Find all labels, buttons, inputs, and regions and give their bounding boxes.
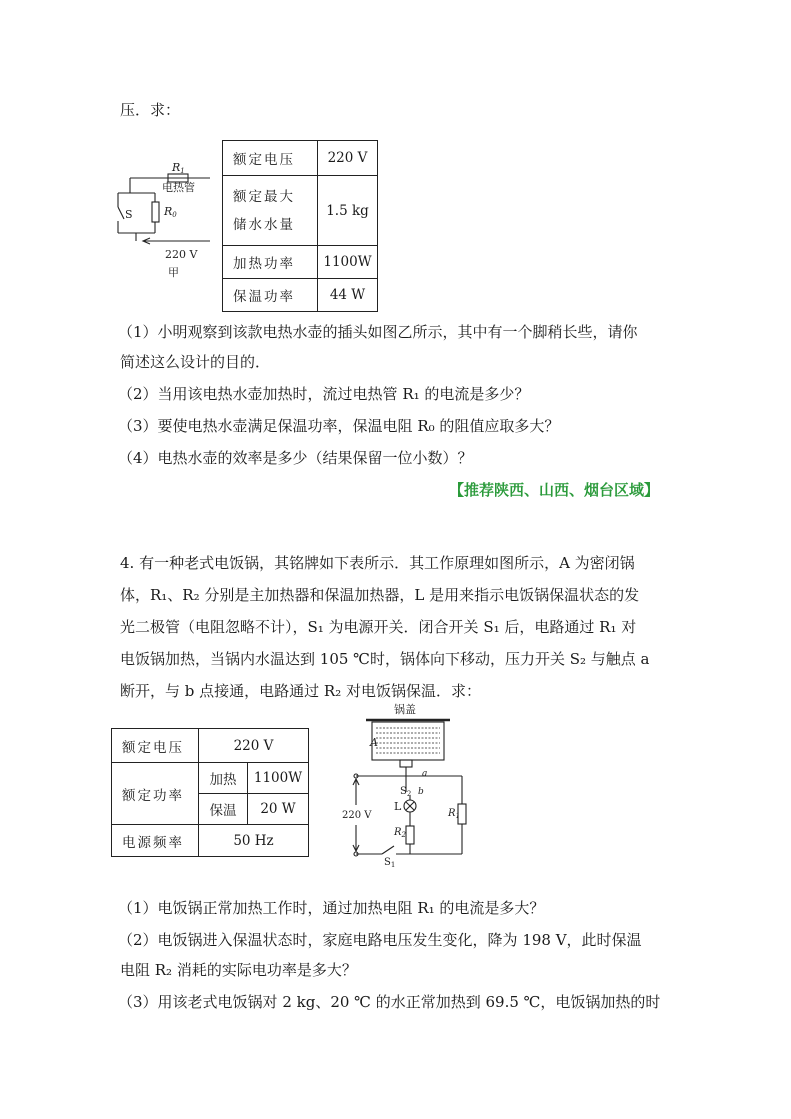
p4-text-line-3: 光二极管（电阻忽略不计），S₁ 为电源开关．闭合开关 S₁ 后，电路通过 R₁ 对 [120, 618, 637, 636]
p4-voltage-label: 220 V [342, 810, 372, 821]
p4-rated-voltage-value: 220 V [199, 729, 309, 763]
kettle-circuit-diagram [110, 155, 218, 290]
lamp-label: L [394, 800, 402, 813]
p4-rated-power-label: 额定功率 [112, 763, 199, 825]
p4-text-line-4: 电饭锅加热，当锅内水温达到 105 ℃时，锅体向下移动，压力开关 S₂ 与触点 a [120, 650, 650, 668]
p4-question-1: （1）电饭锅正常加热工作时，通过加热电阻 R₁ 的电流是多大？ [118, 899, 545, 917]
recommend-region-tag: 【推荐陕西、山西、烟台区域】 [449, 481, 660, 499]
p4-keepwarm-value: 20 W [248, 794, 309, 825]
max-water-label: 额定最大 储水水量 [223, 176, 318, 246]
p3-question-2: （2）当用该电热水壶加热时，流过电热管 R₁ 的电流是多少？ [118, 385, 530, 403]
p4-heating-label: 加热 [199, 763, 248, 794]
p4-freq-label: 电源频率 [112, 825, 199, 857]
contact-b-label: b [418, 787, 424, 797]
rice-cooker-spec-table [111, 728, 309, 857]
p4-question-2-line1: （2）电饭锅进入保温状态时，家庭电路电压发生变化，降为 198 V，此时保温 [118, 931, 642, 949]
p3-question-1-line1: （1）小明观察到该款电热水壶的插头如图乙所示，其中有一个脚稍长些，请你 [118, 323, 638, 341]
r1-label: R1 [172, 161, 185, 175]
rice-cooker-circuit-diagram [342, 700, 472, 868]
p4-heating-value: 1100W [248, 763, 309, 794]
switch-label: S [125, 208, 133, 221]
voltage-label: 220 V [165, 248, 198, 261]
heating-power-value: 1100W [318, 246, 378, 279]
figure-label: 甲 [168, 266, 179, 279]
p4-rated-voltage-label: 额定电压 [112, 729, 199, 763]
p4-question-2-line2: 电阻 R₂ 消耗的实际电功率是多大？ [120, 961, 357, 979]
intro-tail: 压．求： [120, 101, 181, 119]
rated-voltage-value: 220 V [318, 141, 378, 176]
lid-label: 锅盖 [394, 703, 416, 716]
p4-keepwarm-label: 保温 [199, 794, 248, 825]
r1-label-p4: $R_1$ [448, 808, 460, 820]
pot-label: A [370, 736, 378, 749]
p3-question-3: （3）要使电热水壶满足保温功率，保温电阻 R₀ 的阻值应取多大？ [118, 417, 560, 435]
r0-label: R0 [164, 205, 177, 219]
heating-power-label: 加热功率 [223, 246, 318, 279]
p4-freq-value: 50 Hz [199, 825, 309, 857]
keepwarm-power-value: 44 W [318, 279, 378, 312]
p3-question-1-line2: 简述这么设计的目的． [120, 353, 271, 371]
max-water-value: 1.5 kg [318, 176, 378, 246]
s1-label: $S_1$ [384, 857, 396, 868]
heater-label: 电热管 [162, 181, 195, 194]
p3-question-4: （4）电热水壶的效率是多少（结果保留一位小数）？ [118, 449, 473, 467]
contact-a-label: a [422, 769, 428, 779]
p4-text-line-1: 4. 有一种老式电饭锅，其铭牌如下表所示．其工作原理如图所示，A 为密闭锅 [120, 554, 635, 572]
p4-text-line-2: 体，R₁、R₂ 分别是主加热器和保温加热器，L 是用来指示电饭锅保温状态的发 [120, 586, 640, 604]
rated-voltage-label: 额定电压 [223, 141, 318, 176]
s2-label: $S_2$ [400, 786, 412, 798]
r2-label: $R_2$ [394, 827, 406, 839]
p4-question-3-line1: （3）用该老式电饭锅对 2 kg、20 ℃ 的水正常加热到 69.5 ℃，电饭锅加热的时 [118, 993, 661, 1011]
p4-text-line-5: 断开，与 b 点接通，电路通过 R₂ 对电饭锅保温．求： [120, 682, 481, 700]
kettle-spec-table [222, 140, 378, 312]
keepwarm-power-label: 保温功率 [223, 279, 318, 312]
